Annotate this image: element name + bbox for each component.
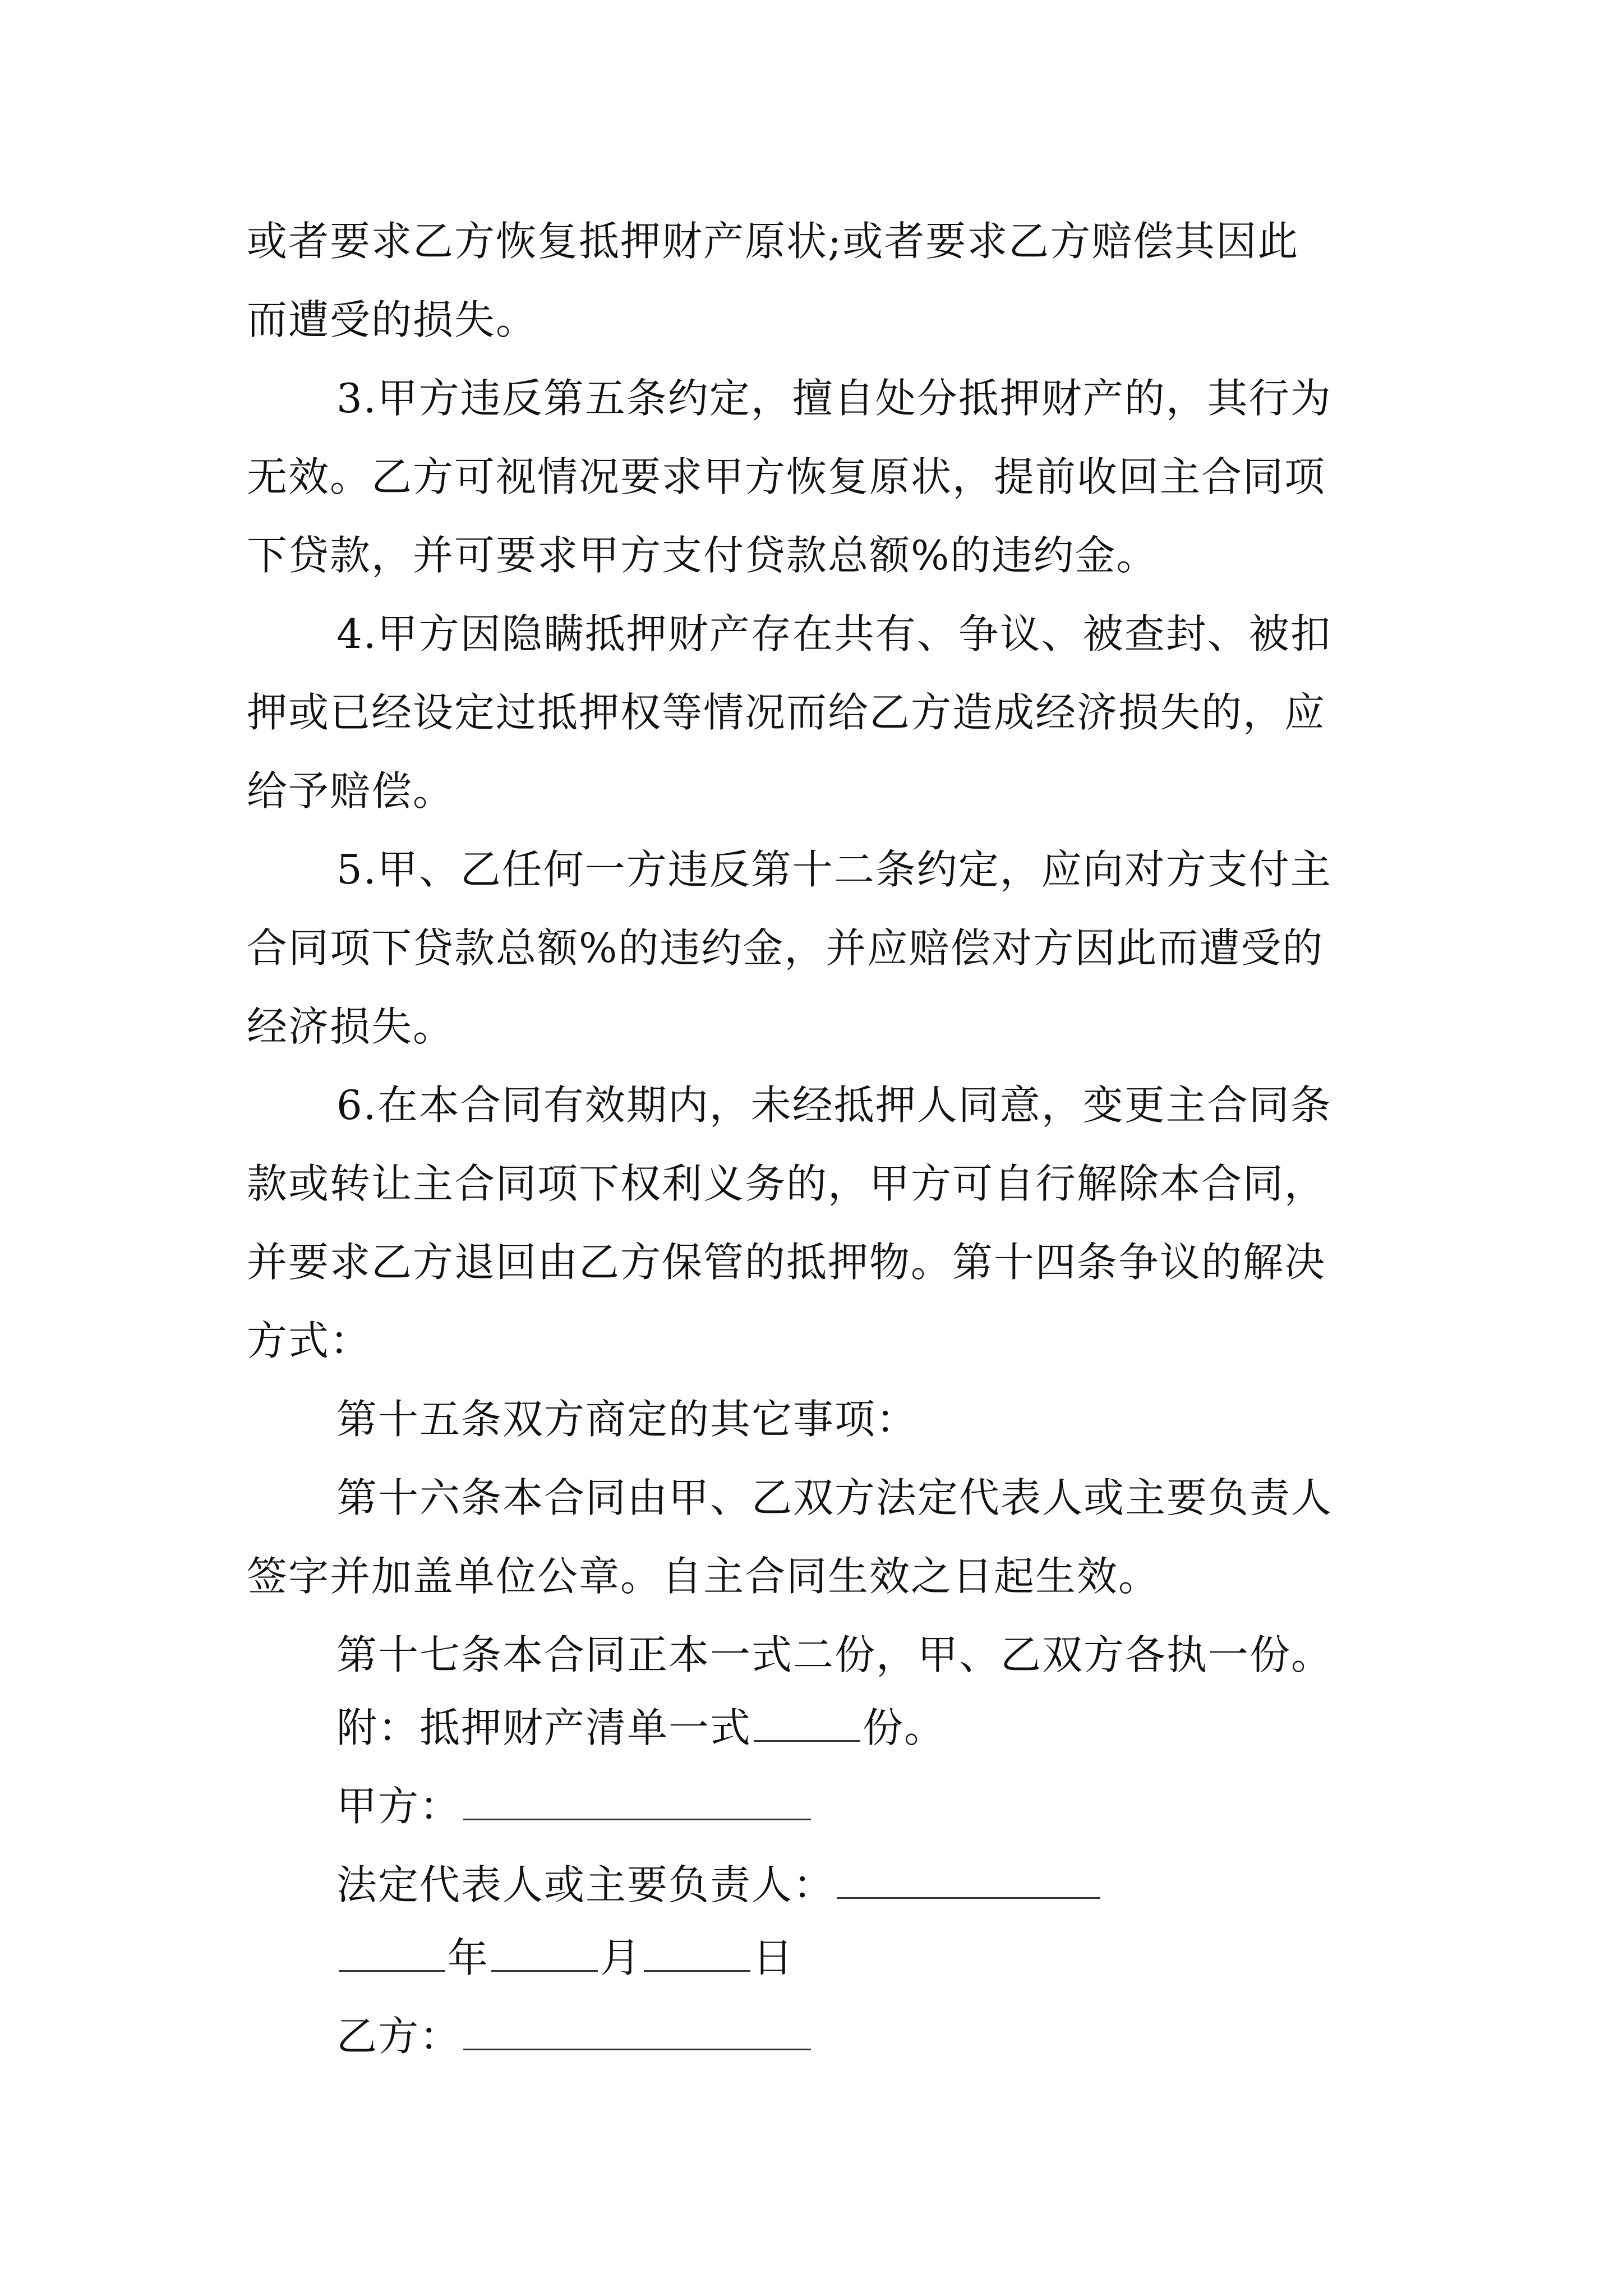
month-label: 月 — [600, 1934, 642, 1981]
body-line: 款或转让主合同项下权利义务的，甲方可自行解除本合同， — [247, 1160, 1326, 1207]
year-blank — [339, 1930, 445, 1972]
attachment-line — [336, 1700, 946, 1756]
day-label: 日 — [753, 1934, 795, 1981]
count-blank — [754, 1700, 860, 1742]
party-a-label: 甲方： — [336, 1783, 462, 1830]
body-line: 或者要求乙方恢复抵押财产原状;或者要求乙方赔偿其因此 — [247, 218, 1299, 265]
party-a-line — [336, 1778, 813, 1834]
legal-rep-label: 法定代表人或主要负责人： — [336, 1861, 835, 1908]
month-blank — [491, 1930, 598, 1972]
body-line: 而遭受的损失。 — [247, 296, 538, 343]
body-line: 下贷款，并可要求甲方支付贷款总额%的违约金。 — [247, 532, 1158, 579]
body-line: 经济损失。 — [247, 1003, 455, 1050]
attachment-prefix: 附：抵押财产清单一式 — [336, 1704, 752, 1751]
body-line: 押或已经设定过抵押权等情况而给乙方造成经济损失的，应 — [247, 689, 1326, 736]
body-line: 签字并加盖单位公章。自主合同生效之日起生效。 — [247, 1553, 1160, 1600]
party-b-line — [336, 2008, 813, 2064]
party-b-blank — [463, 2008, 811, 2050]
legal-rep-blank — [837, 1857, 1100, 1899]
body-line: 方式： — [247, 1317, 372, 1364]
article-15-line: 第十五条双方商定的其它事项： — [336, 1396, 918, 1443]
article-16-line: 第十六条本合同由甲、乙双方法定代表人或主要负责人 — [336, 1474, 1333, 1521]
date-line — [336, 1930, 794, 1986]
legal-rep-line — [336, 1857, 1103, 1913]
article-17-line: 第十七条本合同正本一式二份，甲、乙双方各执一份。 — [336, 1631, 1333, 1678]
party-b-label: 乙方： — [336, 2013, 462, 2060]
body-line: 给予赔偿。 — [247, 767, 455, 815]
attachment-suffix: 份。 — [863, 1704, 946, 1751]
body-line: 无效。乙方可视情况要求甲方恢复原状，提前收回主合同项 — [247, 453, 1326, 500]
clause-3-line: 3.甲方违反第五条约定，擅自处分抵押财产的，其行为 — [336, 375, 1332, 422]
body-line: 合同项下贷款总额%的违约金，并应赔偿对方因此而遭受的 — [247, 924, 1324, 972]
clause-6-line: 6.在本合同有效期内，未经抵押人同意，变更主合同条 — [336, 1082, 1332, 1129]
clause-4-line: 4.甲方因隐瞒抵押财产存在共有、争议、被查封、被扣 — [336, 610, 1332, 657]
day-blank — [644, 1930, 750, 1972]
clause-5-line: 5.甲、乙任何一方违反第十二条约定，应向对方支付主 — [336, 846, 1332, 893]
year-label: 年 — [448, 1934, 490, 1981]
party-a-blank — [463, 1778, 811, 1820]
body-line: 并要求乙方退回由乙方保管的抵押物。第十四条争议的解决 — [247, 1239, 1326, 1286]
